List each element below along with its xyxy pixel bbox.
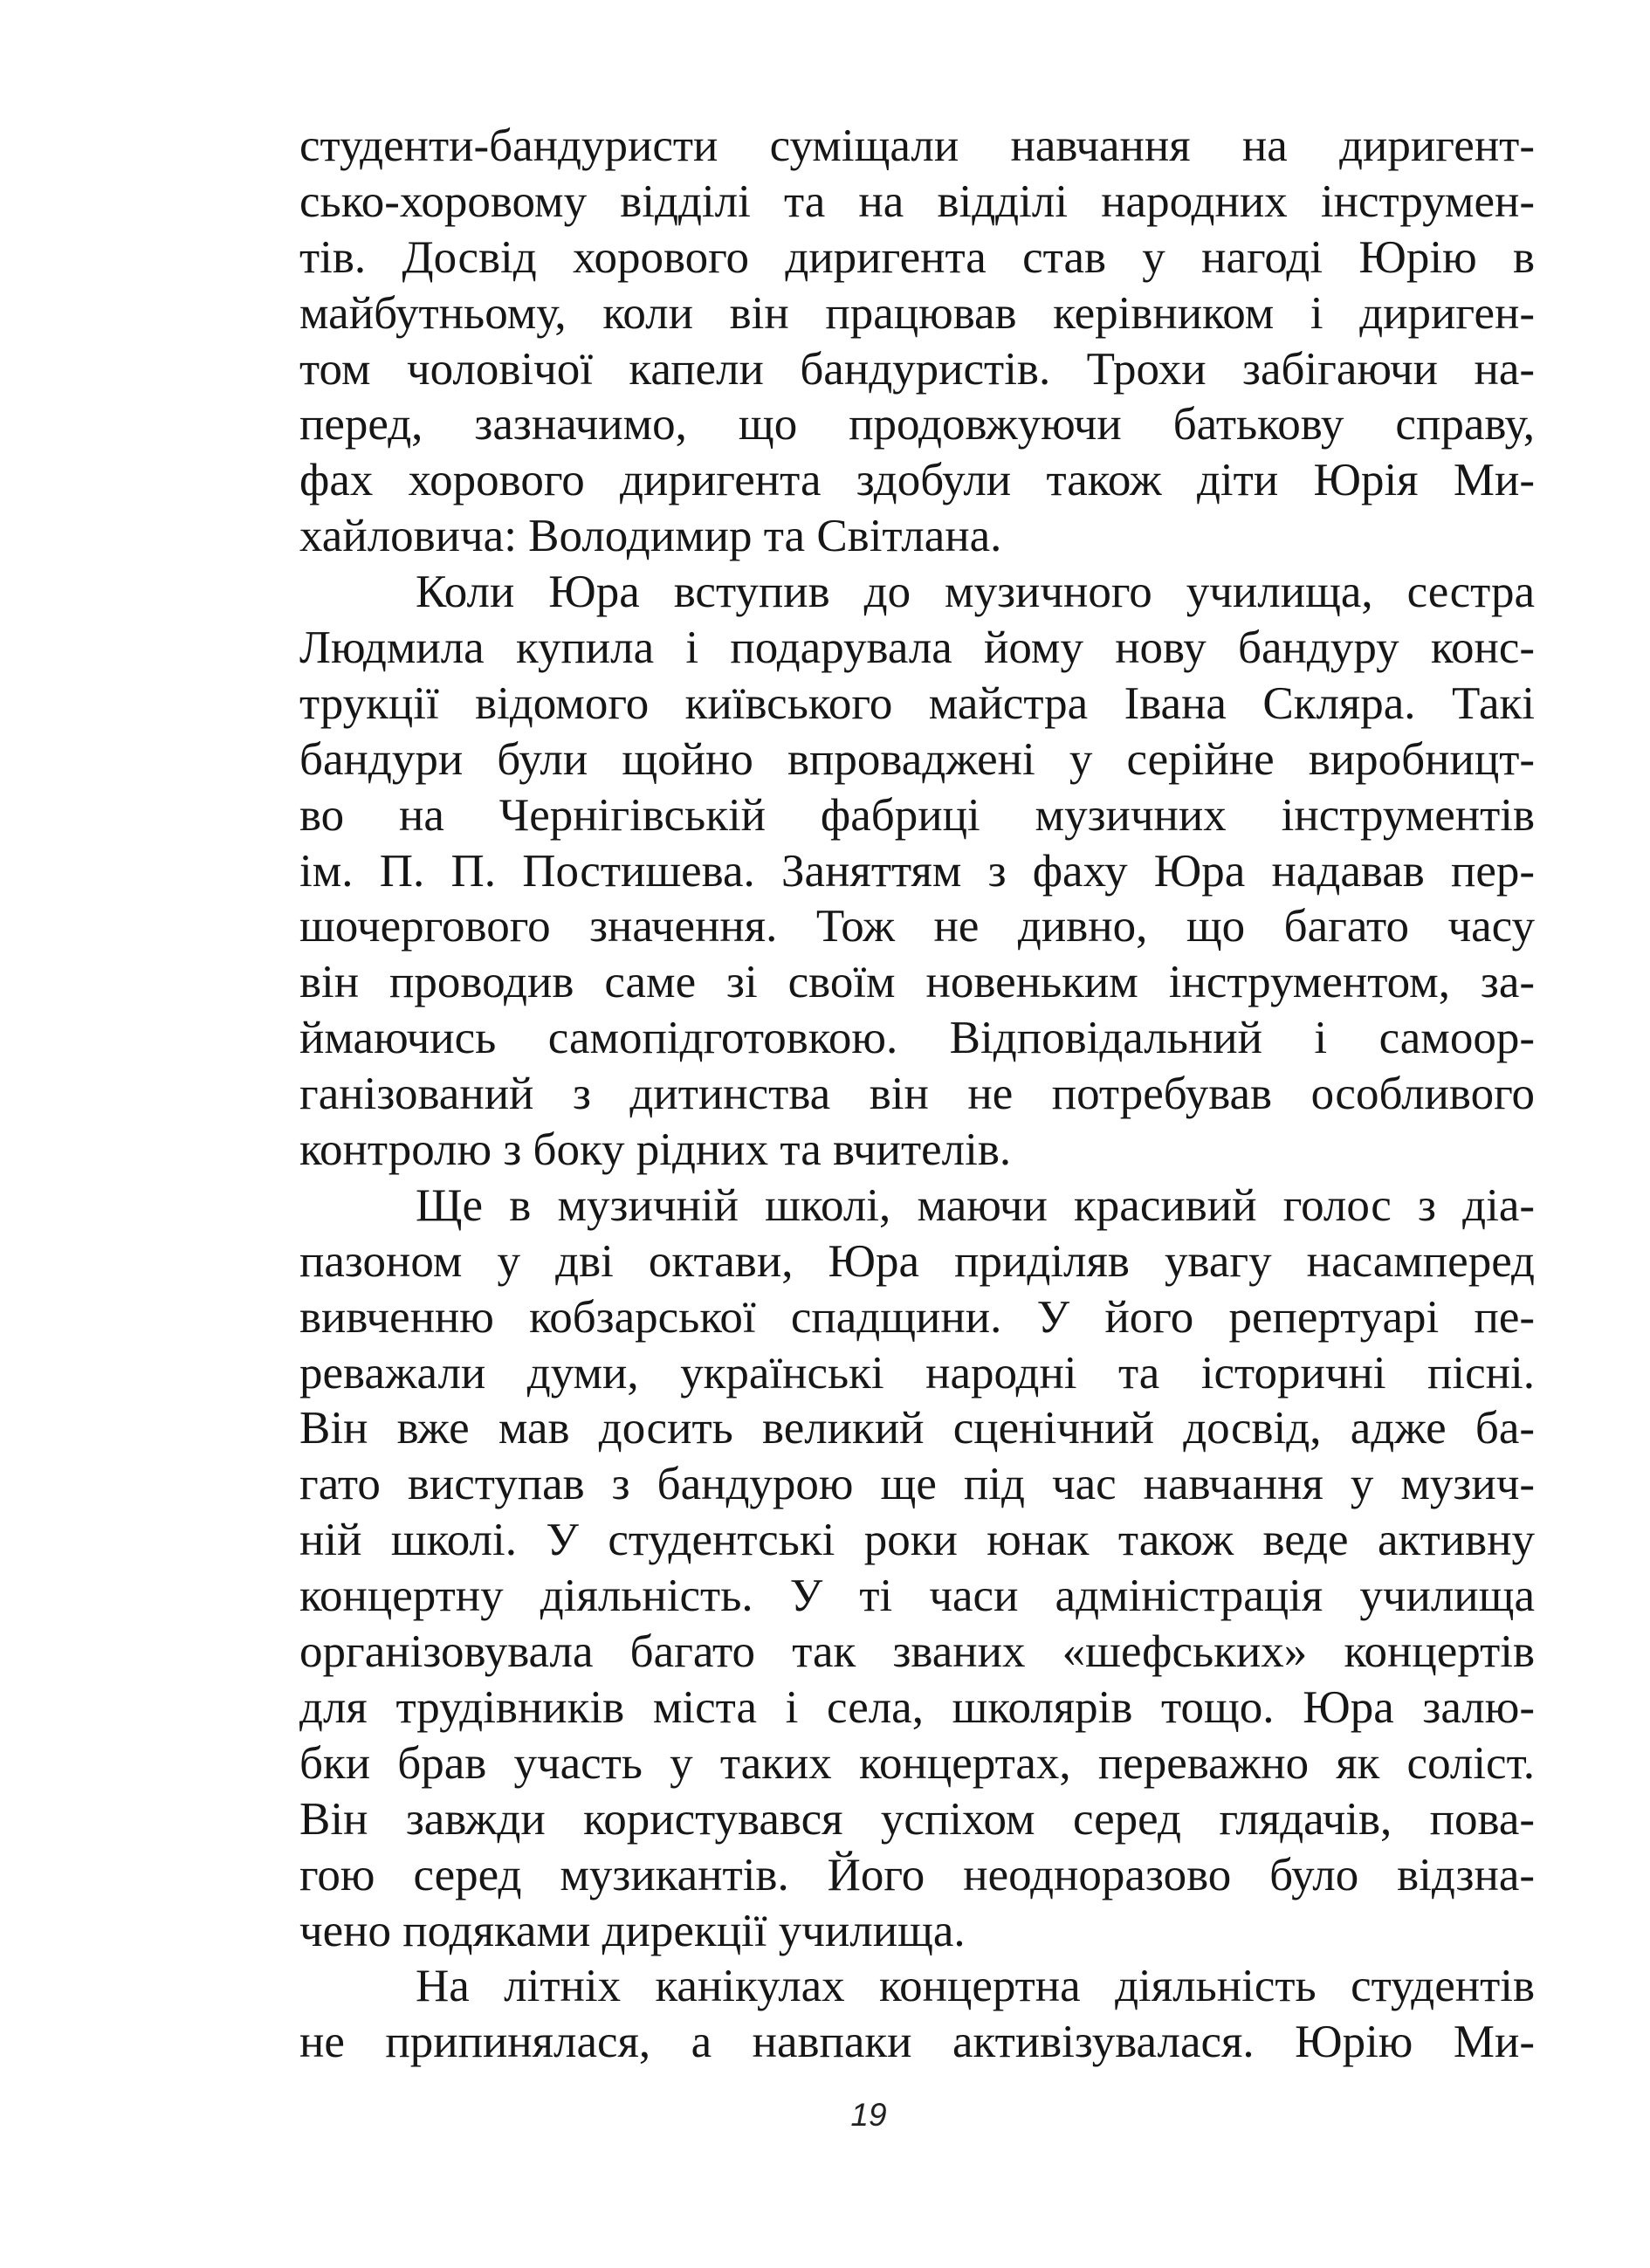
text-line: пазоном у дві октави, Юра приділяв увагу насамперед xyxy=(299,1235,1535,1287)
text-line: фах хорового диригента здобули також діти Юрія Ми- xyxy=(299,455,1535,506)
text-line: ганізований з дитинства він не потребував особливого xyxy=(299,1069,1535,1120)
text-line: не припинялася, а навпаки активізувалася. Юрію Ми- xyxy=(299,2017,1535,2068)
text-line: Він завжди користувався успіхом серед глядачів, пова- xyxy=(299,1793,1535,1845)
text-line: гато виступав з бандурою ще під час навчання у музич- xyxy=(299,1459,1535,1510)
text-line: Коли Юра вступив до музичного училища, сестра xyxy=(416,567,1535,618)
text-line: Він вже мав досить великий сценічний досвід, адже ба- xyxy=(299,1403,1535,1454)
text-line: хайловича: Володимир та Світлана. xyxy=(299,511,1002,562)
text-line: для трудівників міста і села, школярів тощо. Юра залю- xyxy=(299,1681,1535,1733)
text-line: бандури були щойно впроваджені у серійне виробницт- xyxy=(299,733,1535,785)
text-line: гою серед музикантів. Його неодноразово було відзна- xyxy=(299,1849,1535,1900)
text-line: перед, зазначимо, що продовжуючи батькову справу, xyxy=(299,399,1535,450)
text-line: сько-хоровому відділі та на відділі народних інструмен- xyxy=(299,175,1535,227)
text-line: Ще в музичній школі, маючи красивий голос з діа- xyxy=(416,1179,1535,1231)
text-line: майбутньому, коли він працював керівником і дириген- xyxy=(299,287,1535,339)
text-line: ній школі. У студентські роки юнак також веде активну xyxy=(299,1515,1535,1566)
text-line: ім. П. П. Постишева. Заняттям з фаху Юра надавав пер- xyxy=(299,845,1535,897)
body-text xyxy=(299,119,1535,2071)
page-number: 19 xyxy=(850,2097,887,2133)
text-line: реважали думи, українські народні та історичні пісні. xyxy=(299,1347,1535,1399)
text-line: трукції відомого київського майстра Івана Скляра. Такі xyxy=(299,677,1535,729)
text-line: він проводив саме зі своїм новеньким інструментом, за- xyxy=(299,957,1535,1008)
text-line: шочергового значення. Тож не дивно, що багато часу xyxy=(299,901,1535,952)
text-line: студенти-бандуристи суміщали навчання на диригент- xyxy=(299,120,1535,171)
text-line: тів. Досвід хорового диригента став у нагоді Юрію в xyxy=(299,231,1535,283)
paragraph xyxy=(299,119,1535,565)
text-line: бки брав участь у таких концертах, переважно як соліст. xyxy=(299,1737,1535,1789)
text-line: На літніх канікулах концертна діяльність студентів xyxy=(416,1961,1535,2012)
text-line: контролю з боку рідних та вчителів. xyxy=(299,1124,1012,1176)
text-line: концертну діяльність. У ті часи адміністрація училища xyxy=(299,1570,1535,1622)
paragraph xyxy=(299,1179,1535,1959)
text-line: ймаючись самопідготовкою. Відповідальний і самоор- xyxy=(299,1013,1535,1064)
paragraph xyxy=(299,1959,1535,2071)
paragraph xyxy=(299,565,1535,1179)
text-line: чено подяками дирекції училища. xyxy=(299,1905,966,1956)
text-line: вивченню кобзарської спадщини. У його репертуарі пе- xyxy=(299,1291,1535,1343)
text-line: організовувала багато так званих «шефських» концертів xyxy=(299,1626,1535,1678)
text-line: том чоловічої капели бандуристів. Трохи забігаючи на- xyxy=(299,343,1535,395)
text-line: во на Чернігівській фабриці музичних інструментів xyxy=(299,789,1535,841)
text-line: Людмила купила і подарувала йому нову бандуру конс- xyxy=(299,622,1535,674)
